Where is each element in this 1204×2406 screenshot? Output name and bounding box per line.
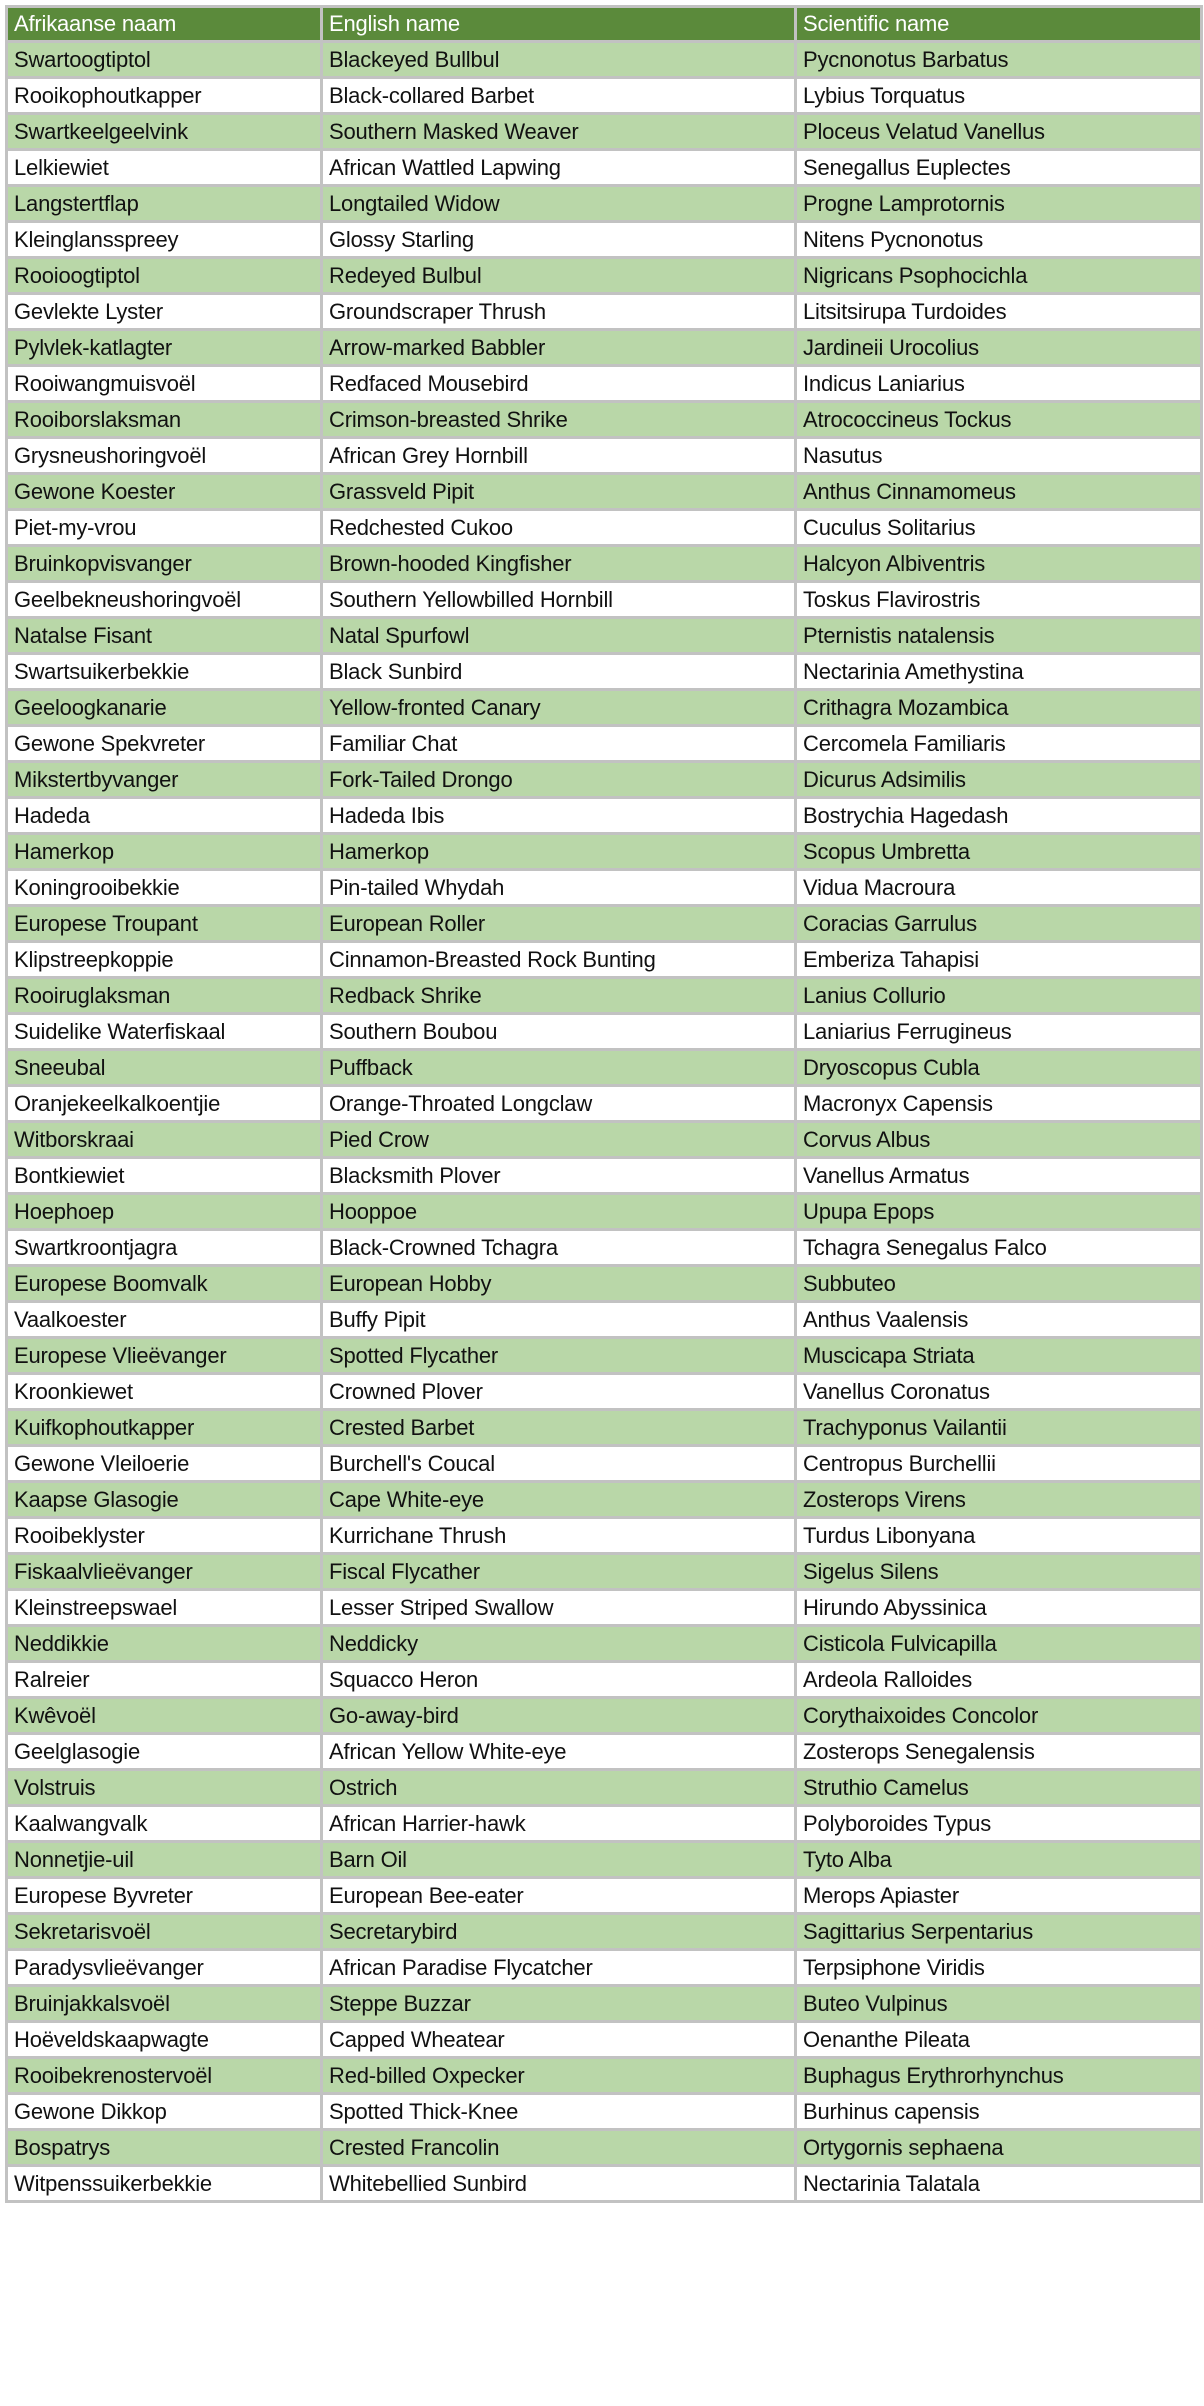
table-row [7, 1446, 1202, 1482]
table-row [7, 114, 1202, 150]
scientific-name-cell: Progne Lamprotornis [796, 186, 1202, 222]
english-name-cell: Crimson-breasted Shrike [322, 402, 796, 438]
afrikaans-name-cell: Volstruis [7, 1770, 322, 1806]
scientific-name-cell: Zosterops Senegalensis [796, 1734, 1202, 1770]
table-row [7, 1770, 1202, 1806]
scientific-name-cell: Zosterops Virens [796, 1482, 1202, 1518]
english-name-cell: Grassveld Pipit [322, 474, 796, 510]
english-name-cell: Pied Crow [322, 1122, 796, 1158]
scientific-name-cell: Anthus Vaalensis [796, 1302, 1202, 1338]
scientific-name-cell: Anthus Cinnamomeus [796, 474, 1202, 510]
english-name-cell: Spotted Flycather [322, 1338, 796, 1374]
table-row [7, 1014, 1202, 1050]
english-name-cell: Hadeda Ibis [322, 798, 796, 834]
table-row [7, 762, 1202, 798]
table-row [7, 1266, 1202, 1302]
table-row [7, 690, 1202, 726]
afrikaans-name-cell: Vaalkoester [7, 1302, 322, 1338]
table-row [7, 330, 1202, 366]
afrikaans-name-cell: Bruinjakkalsvoël [7, 1986, 322, 2022]
english-name-cell: Arrow-marked Babbler [322, 330, 796, 366]
scientific-name-cell: Bostrychia Hagedash [796, 798, 1202, 834]
table-row [7, 258, 1202, 294]
scientific-name-cell: Toskus Flavirostris [796, 582, 1202, 618]
scientific-name-cell: Upupa Epops [796, 1194, 1202, 1230]
header-english-name: English name [322, 7, 796, 42]
table-row [7, 2094, 1202, 2130]
english-name-cell: Blacksmith Plover [322, 1158, 796, 1194]
afrikaans-name-cell: Lelkiewiet [7, 150, 322, 186]
english-name-cell: Crested Barbet [322, 1410, 796, 1446]
table-row [7, 582, 1202, 618]
scientific-name-cell: Terpsiphone Viridis [796, 1950, 1202, 1986]
scientific-name-cell: Buteo Vulpinus [796, 1986, 1202, 2022]
table-row [7, 906, 1202, 942]
afrikaans-name-cell: Kroonkiewet [7, 1374, 322, 1410]
english-name-cell: European Bee-eater [322, 1878, 796, 1914]
afrikaans-name-cell: Klipstreepkoppie [7, 942, 322, 978]
afrikaans-name-cell: Langstertflap [7, 186, 322, 222]
afrikaans-name-cell: Hoephoep [7, 1194, 322, 1230]
english-name-cell: African Wattled Lapwing [322, 150, 796, 186]
afrikaans-name-cell: Rooibekrenostervoël [7, 2058, 322, 2094]
scientific-name-cell: Buphagus Erythrorhynchus [796, 2058, 1202, 2094]
afrikaans-name-cell: Gewone Dikkop [7, 2094, 322, 2130]
afrikaans-name-cell: Swartoogtiptol [7, 42, 322, 78]
table-row [7, 1734, 1202, 1770]
scientific-name-cell: Vanellus Coronatus [796, 1374, 1202, 1410]
english-name-cell: Redfaced Mousebird [322, 366, 796, 402]
table-row [7, 1626, 1202, 1662]
scientific-name-cell: Laniarius Ferrugineus [796, 1014, 1202, 1050]
afrikaans-name-cell: Kaalwangvalk [7, 1806, 322, 1842]
english-name-cell: Hamerkop [322, 834, 796, 870]
english-name-cell: Southern Masked Weaver [322, 114, 796, 150]
english-name-cell: African Yellow White-eye [322, 1734, 796, 1770]
afrikaans-name-cell: Rooiborslaksman [7, 402, 322, 438]
scientific-name-cell: Atrococcineus Tockus [796, 402, 1202, 438]
english-name-cell: Blackeyed Bullbul [322, 42, 796, 78]
table-row [7, 1590, 1202, 1626]
scientific-name-cell: Oenanthe Pileata [796, 2022, 1202, 2058]
table-row [7, 1518, 1202, 1554]
english-name-cell: Capped Wheatear [322, 2022, 796, 2058]
afrikaans-name-cell: Bruinkopvisvanger [7, 546, 322, 582]
english-name-cell: Longtailed Widow [322, 186, 796, 222]
table-body [7, 42, 1202, 2202]
scientific-name-cell: Crithagra Mozambica [796, 690, 1202, 726]
afrikaans-name-cell: Kleinstreepswael [7, 1590, 322, 1626]
english-name-cell: Puffback [322, 1050, 796, 1086]
english-name-cell: African Harrier-hawk [322, 1806, 796, 1842]
afrikaans-name-cell: Witborskraai [7, 1122, 322, 1158]
header-afrikaans-name: Afrikaanse naam [7, 7, 322, 42]
english-name-cell: Ostrich [322, 1770, 796, 1806]
afrikaans-name-cell: Geeloogkanarie [7, 690, 322, 726]
scientific-name-cell: Tchagra Senegalus Falco [796, 1230, 1202, 1266]
scientific-name-cell: Dryoscopus Cubla [796, 1050, 1202, 1086]
afrikaans-name-cell: Rooikophoutkapper [7, 78, 322, 114]
english-name-cell: Redback Shrike [322, 978, 796, 1014]
scientific-name-cell: Macronyx Capensis [796, 1086, 1202, 1122]
afrikaans-name-cell: Geelbekneushoringvoël [7, 582, 322, 618]
english-name-cell: Black-collared Barbet [322, 78, 796, 114]
afrikaans-name-cell: Gewone Spekvreter [7, 726, 322, 762]
table-row [7, 510, 1202, 546]
scientific-name-cell: Sagittarius Serpentarius [796, 1914, 1202, 1950]
afrikaans-name-cell: Piet-my-vrou [7, 510, 322, 546]
afrikaans-name-cell: Gewone Koester [7, 474, 322, 510]
table-row [7, 1374, 1202, 1410]
scientific-name-cell: Centropus Burchellii [796, 1446, 1202, 1482]
scientific-name-cell: Dicurus Adsimilis [796, 762, 1202, 798]
table-row [7, 1554, 1202, 1590]
table-row [7, 1302, 1202, 1338]
table-row [7, 1338, 1202, 1374]
scientific-name-cell: Nigricans Psophocichla [796, 258, 1202, 294]
english-name-cell: Black-Crowned Tchagra [322, 1230, 796, 1266]
afrikaans-name-cell: Europese Troupant [7, 906, 322, 942]
scientific-name-cell: Litsitsirupa Turdoides [796, 294, 1202, 330]
english-name-cell: Black Sunbird [322, 654, 796, 690]
afrikaans-name-cell: Neddikkie [7, 1626, 322, 1662]
english-name-cell: Burchell's Coucal [322, 1446, 796, 1482]
afrikaans-name-cell: Fiskaalvlieëvanger [7, 1554, 322, 1590]
scientific-name-cell: Coracias Garrulus [796, 906, 1202, 942]
afrikaans-name-cell: Hoëveldskaapwagte [7, 2022, 322, 2058]
scientific-name-cell: Pternistis natalensis [796, 618, 1202, 654]
afrikaans-name-cell: Kaapse Glasogie [7, 1482, 322, 1518]
table-row [7, 1122, 1202, 1158]
scientific-name-cell: Sigelus Silens [796, 1554, 1202, 1590]
afrikaans-name-cell: Koningrooibekkie [7, 870, 322, 906]
table-row [7, 654, 1202, 690]
afrikaans-name-cell: Oranjekeelkalkoentjie [7, 1086, 322, 1122]
table-row [7, 1842, 1202, 1878]
english-name-cell: Squacco Heron [322, 1662, 796, 1698]
english-name-cell: Spotted Thick-Knee [322, 2094, 796, 2130]
scientific-name-cell: Emberiza Tahapisi [796, 942, 1202, 978]
afrikaans-name-cell: Pylvlek-katlagter [7, 330, 322, 366]
table-row [7, 2058, 1202, 2094]
afrikaans-name-cell: Ralreier [7, 1662, 322, 1698]
english-name-cell: European Hobby [322, 1266, 796, 1302]
scientific-name-cell: Nectarinia Amethystina [796, 654, 1202, 690]
table-row [7, 1914, 1202, 1950]
table-row [7, 1662, 1202, 1698]
table-row [7, 2166, 1202, 2202]
afrikaans-name-cell: Rooibeklyster [7, 1518, 322, 1554]
scientific-name-cell: Lybius Torquatus [796, 78, 1202, 114]
scientific-name-cell: Vidua Macroura [796, 870, 1202, 906]
afrikaans-name-cell: Bontkiewiet [7, 1158, 322, 1194]
afrikaans-name-cell: Geelglasogie [7, 1734, 322, 1770]
english-name-cell: European Roller [322, 906, 796, 942]
table-row [7, 1878, 1202, 1914]
english-name-cell: Cinnamon-Breasted Rock Bunting [322, 942, 796, 978]
scientific-name-cell: Tyto Alba [796, 1842, 1202, 1878]
english-name-cell: Buffy Pipit [322, 1302, 796, 1338]
table-row [7, 1482, 1202, 1518]
afrikaans-name-cell: Swartkeelgeelvink [7, 114, 322, 150]
english-name-cell: Go-away-bird [322, 1698, 796, 1734]
table-header-row [7, 7, 1202, 42]
afrikaans-name-cell: Natalse Fisant [7, 618, 322, 654]
english-name-cell: Cape White-eye [322, 1482, 796, 1518]
afrikaans-name-cell: Grysneushoringvoël [7, 438, 322, 474]
table-row [7, 78, 1202, 114]
english-name-cell: Fiscal Flycather [322, 1554, 796, 1590]
scientific-name-cell: Nitens Pycnonotus [796, 222, 1202, 258]
afrikaans-name-cell: Kwêvoël [7, 1698, 322, 1734]
scientific-name-cell: Hirundo Abyssinica [796, 1590, 1202, 1626]
english-name-cell: Crowned Plover [322, 1374, 796, 1410]
english-name-cell: Groundscraper Thrush [322, 294, 796, 330]
afrikaans-name-cell: Hadeda [7, 798, 322, 834]
english-name-cell: Lesser Striped Swallow [322, 1590, 796, 1626]
scientific-name-cell: Turdus Libonyana [796, 1518, 1202, 1554]
english-name-cell: Yellow-fronted Canary [322, 690, 796, 726]
afrikaans-name-cell: Swartkroontjagra [7, 1230, 322, 1266]
table-row [7, 1806, 1202, 1842]
scientific-name-cell: Corythaixoides Concolor [796, 1698, 1202, 1734]
scientific-name-cell: Cisticola Fulvicapilla [796, 1626, 1202, 1662]
table-row [7, 474, 1202, 510]
afrikaans-name-cell: Swartsuikerbekkie [7, 654, 322, 690]
english-name-cell: Redeyed Bulbul [322, 258, 796, 294]
afrikaans-name-cell: Sneeubal [7, 1050, 322, 1086]
scientific-name-cell: Indicus Laniarius [796, 366, 1202, 402]
table-row [7, 1986, 1202, 2022]
english-name-cell: Crested Francolin [322, 2130, 796, 2166]
table-row [7, 186, 1202, 222]
scientific-name-cell: Ortygornis sephaena [796, 2130, 1202, 2166]
english-name-cell: Brown-hooded Kingfisher [322, 546, 796, 582]
table-row [7, 942, 1202, 978]
table-row [7, 42, 1202, 78]
english-name-cell: African Grey Hornbill [322, 438, 796, 474]
afrikaans-name-cell: Hamerkop [7, 834, 322, 870]
table-row [7, 726, 1202, 762]
english-name-cell: Southern Yellowbilled Hornbill [322, 582, 796, 618]
scientific-name-cell: Vanellus Armatus [796, 1158, 1202, 1194]
table-row [7, 870, 1202, 906]
table-row [7, 618, 1202, 654]
afrikaans-name-cell: Rooiwangmuisvoël [7, 366, 322, 402]
afrikaans-name-cell: Nonnetjie-uil [7, 1842, 322, 1878]
english-name-cell: Pin-tailed Whydah [322, 870, 796, 906]
english-name-cell: Whitebellied Sunbird [322, 2166, 796, 2202]
scientific-name-cell: Jardineii Urocolius [796, 330, 1202, 366]
afrikaans-name-cell: Europese Byvreter [7, 1878, 322, 1914]
table-row [7, 294, 1202, 330]
english-name-cell: Glossy Starling [322, 222, 796, 258]
table-row [7, 978, 1202, 1014]
scientific-name-cell: Struthio Camelus [796, 1770, 1202, 1806]
scientific-name-cell: Trachyponus Vailantii [796, 1410, 1202, 1446]
english-name-cell: Red-billed Oxpecker [322, 2058, 796, 2094]
table-row [7, 546, 1202, 582]
english-name-cell: Natal Spurfowl [322, 618, 796, 654]
table-row [7, 1086, 1202, 1122]
scientific-name-cell: Muscicapa Striata [796, 1338, 1202, 1374]
afrikaans-name-cell: Kuifkophoutkapper [7, 1410, 322, 1446]
table-row [7, 402, 1202, 438]
table-row [7, 150, 1202, 186]
table-row [7, 798, 1202, 834]
table-row [7, 1950, 1202, 1986]
afrikaans-name-cell: Rooioogtiptol [7, 258, 322, 294]
table-row [7, 222, 1202, 258]
table-row [7, 1698, 1202, 1734]
scientific-name-cell: Pycnonotus Barbatus [796, 42, 1202, 78]
table-row [7, 366, 1202, 402]
afrikaans-name-cell: Kleinglansspreey [7, 222, 322, 258]
scientific-name-cell: Cercomela Familiaris [796, 726, 1202, 762]
english-name-cell: Orange-Throated Longclaw [322, 1086, 796, 1122]
scientific-name-cell: Merops Apiaster [796, 1878, 1202, 1914]
scientific-name-cell: Polyboroides Typus [796, 1806, 1202, 1842]
afrikaans-name-cell: Suidelike Waterfiskaal [7, 1014, 322, 1050]
scientific-name-cell: Nectarinia Talatala [796, 2166, 1202, 2202]
scientific-name-cell: Corvus Albus [796, 1122, 1202, 1158]
scientific-name-cell: Cuculus Solitarius [796, 510, 1202, 546]
table-row [7, 438, 1202, 474]
table-row [7, 1230, 1202, 1266]
afrikaans-name-cell: Sekretarisvoël [7, 1914, 322, 1950]
table-row [7, 834, 1202, 870]
scientific-name-cell: Subbuteo [796, 1266, 1202, 1302]
afrikaans-name-cell: Europese Boomvalk [7, 1266, 322, 1302]
english-name-cell: Barn Oil [322, 1842, 796, 1878]
scientific-name-cell: Ploceus Velatud Vanellus [796, 114, 1202, 150]
afrikaans-name-cell: Witpenssuikerbekkie [7, 2166, 322, 2202]
english-name-cell: Familiar Chat [322, 726, 796, 762]
table-row [7, 1050, 1202, 1086]
table-row [7, 2130, 1202, 2166]
english-name-cell: Hooppoe [322, 1194, 796, 1230]
table-row [7, 1158, 1202, 1194]
afrikaans-name-cell: Rooiruglaksman [7, 978, 322, 1014]
english-name-cell: Neddicky [322, 1626, 796, 1662]
scientific-name-cell: Ardeola Ralloides [796, 1662, 1202, 1698]
table-row [7, 1410, 1202, 1446]
afrikaans-name-cell: Europese Vlieëvanger [7, 1338, 322, 1374]
english-name-cell: Steppe Buzzar [322, 1986, 796, 2022]
header-scientific-name: Scientific name [796, 7, 1202, 42]
afrikaans-name-cell: Gewone Vleiloerie [7, 1446, 322, 1482]
afrikaans-name-cell: Gevlekte Lyster [7, 294, 322, 330]
english-name-cell: Redchested Cukoo [322, 510, 796, 546]
english-name-cell: Secretarybird [322, 1914, 796, 1950]
afrikaans-name-cell: Bospatrys [7, 2130, 322, 2166]
scientific-name-cell: Scopus Umbretta [796, 834, 1202, 870]
english-name-cell: Southern Boubou [322, 1014, 796, 1050]
table-row [7, 2022, 1202, 2058]
scientific-name-cell: Nasutus [796, 438, 1202, 474]
afrikaans-name-cell: Paradysvlieëvanger [7, 1950, 322, 1986]
afrikaans-name-cell: Mikstertbyvanger [7, 762, 322, 798]
english-name-cell: Fork-Tailed Drongo [322, 762, 796, 798]
scientific-name-cell: Burhinus capensis [796, 2094, 1202, 2130]
english-name-cell: African Paradise Flycatcher [322, 1950, 796, 1986]
table-row [7, 1194, 1202, 1230]
bird-names-table [5, 5, 1203, 2203]
scientific-name-cell: Senegallus Euplectes [796, 150, 1202, 186]
scientific-name-cell: Lanius Collurio [796, 978, 1202, 1014]
scientific-name-cell: Halcyon Albiventris [796, 546, 1202, 582]
english-name-cell: Kurrichane Thrush [322, 1518, 796, 1554]
